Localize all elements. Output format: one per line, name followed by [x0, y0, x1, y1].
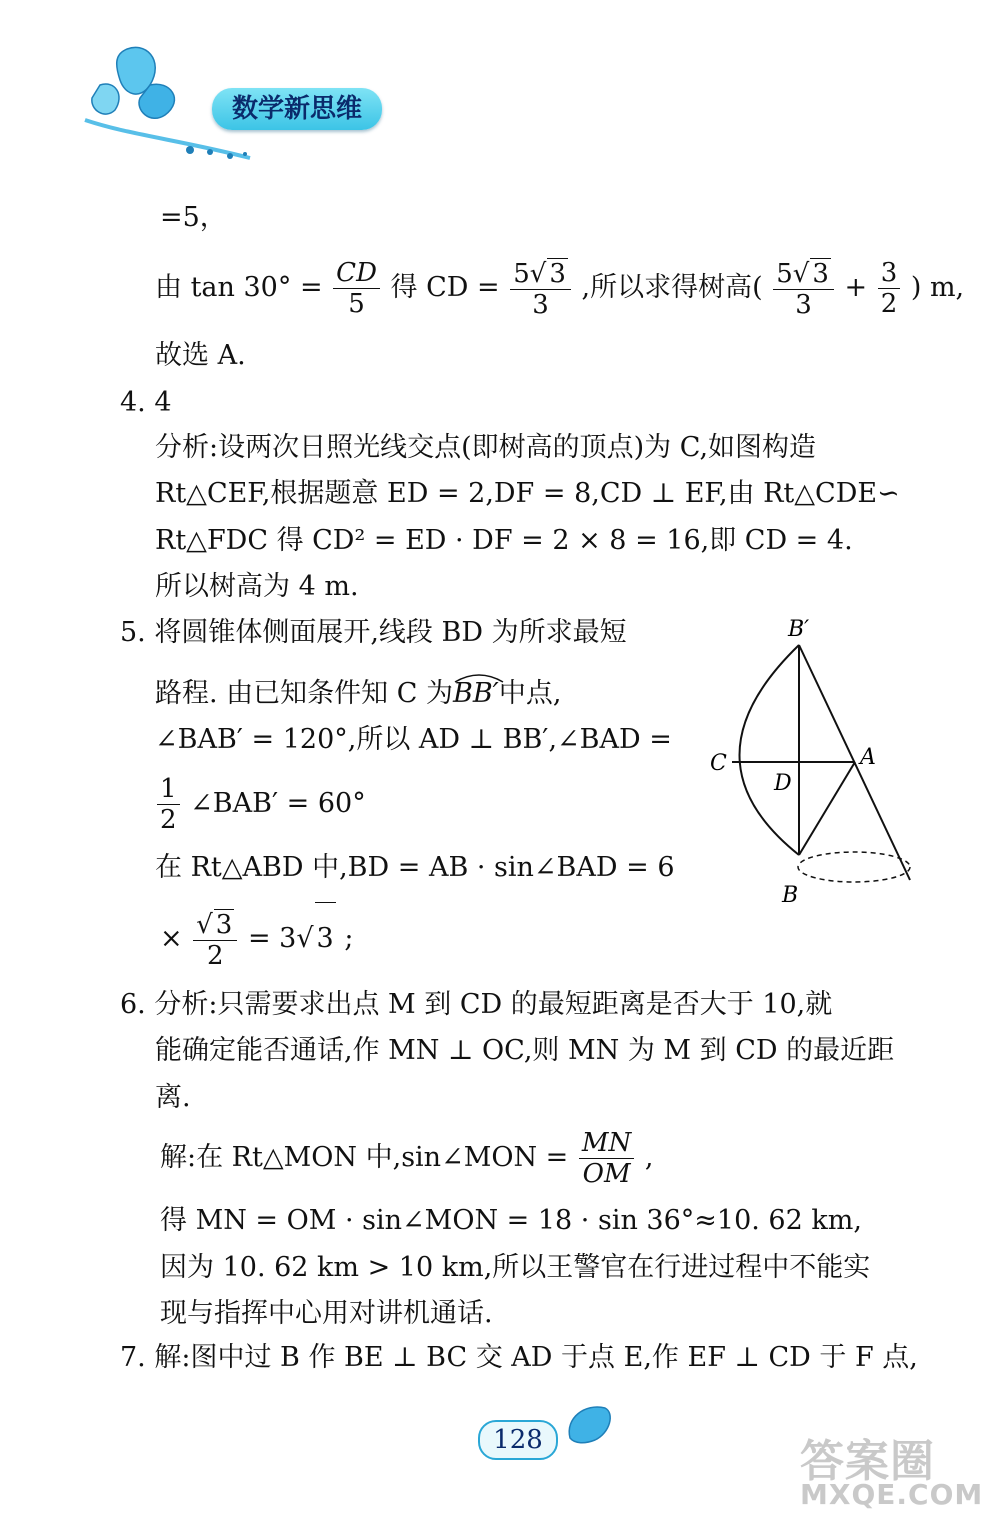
- equation-line: [160, 1122, 653, 1194]
- text-segment: ∠BAB′ = 60°: [190, 788, 366, 819]
- text-segment: 解:在 Rt△MON 中,sin∠MON =: [160, 1142, 569, 1173]
- cone-diagram: [700, 610, 930, 920]
- text-line: 在 Rt△ABD 中,BD = AB · sin∠BAD = 6: [155, 852, 675, 883]
- fraction: [579, 1128, 634, 1189]
- fraction-numerator: CD: [333, 258, 380, 289]
- equation-line: [155, 768, 366, 840]
- text-line: 所以树高为 4 m.: [155, 571, 359, 602]
- text-line: 6. 分析:只需要求出点 M 到 CD 的最短距离是否大于 10,就: [120, 989, 833, 1020]
- equation-line: × $\frac{√ 3}{2}$ = 3√ 3 ;: [160, 902, 353, 975]
- label-b: B: [782, 883, 799, 908]
- text-segment: 由 tan 30° =: [155, 272, 323, 303]
- label-b-prime: B′: [788, 617, 810, 642]
- text-line: Rt△CEF,根据题意 ED = 2,DF = 8,CD ⊥ EF,由 Rt△CDE∽: [155, 478, 900, 509]
- text-segment: ) m,: [910, 272, 965, 303]
- radicand: 3: [812, 258, 829, 289]
- coefficient: 5: [513, 258, 530, 289]
- fraction: [157, 774, 180, 835]
- fraction-denominator: 3: [532, 289, 549, 320]
- text-line: 现与指挥中心用对讲机通话.: [160, 1298, 493, 1329]
- text-segment: ;: [344, 923, 354, 954]
- fraction: [333, 258, 380, 319]
- label-d: D: [774, 771, 792, 796]
- text-segment: = 3: [247, 923, 297, 954]
- text-line: [155, 676, 561, 712]
- text-line: 分析:设两次日照光线交点(即树高的顶点)为 C,如图构造: [155, 432, 817, 463]
- fraction: [878, 258, 901, 319]
- text-segment: ,: [644, 1142, 654, 1173]
- fraction-numerator: MN: [579, 1128, 634, 1159]
- arc-label: [453, 676, 499, 712]
- fraction-denominator: 3: [795, 289, 812, 320]
- text-segment: ,所以求得树高(: [581, 272, 763, 303]
- fraction: [193, 909, 237, 971]
- arc-text: BB′: [453, 678, 499, 709]
- page-number: 128: [478, 1420, 558, 1460]
- fraction-numerator: 5√ 3: [510, 258, 571, 290]
- text-line: =5，: [160, 202, 227, 233]
- fraction-denominator: 2: [160, 805, 177, 835]
- fraction: [773, 258, 834, 320]
- fraction-numerator: 5√ 3: [773, 258, 834, 290]
- fraction-denominator: 2: [880, 289, 898, 319]
- plus-sign: +: [844, 272, 868, 303]
- fraction-numerator: √ 3: [193, 909, 237, 941]
- watermark-url: MXQE.COM: [800, 1478, 984, 1511]
- text-segment: ×: [160, 923, 183, 954]
- question-number: 4. 4: [120, 387, 172, 418]
- text-line: 7. 解:图中过 B 作 BE ⊥ BC 交 AD 于点 E,作 EF ⊥ CD 于 F 点,: [120, 1342, 918, 1373]
- header-title: 数学新思维: [212, 88, 382, 130]
- text-line: ∠BAB′ = 120°,所以 AD ⊥ BB′,∠BAD =: [155, 724, 672, 755]
- text-line: 得 MN = OM · sin∠MON = 18 · sin 36°≈10. 62 km,: [160, 1205, 862, 1236]
- fraction-numerator: 1: [157, 774, 180, 805]
- text-line: 5. 将圆锥体侧面展开,线段 BD 为所求最短: [120, 617, 627, 648]
- fraction: [510, 258, 571, 320]
- text-segment: 中点,: [498, 678, 562, 709]
- text-line: 故选 A.: [155, 340, 246, 371]
- coefficient: 5: [776, 258, 793, 289]
- label-c: C: [710, 751, 727, 776]
- fraction-denominator: 2: [207, 940, 224, 971]
- equation-line: [155, 252, 964, 324]
- text-segment: 得 CD =: [390, 272, 500, 303]
- text-line: 能确定能否通话,作 MN ⊥ OC,则 MN 为 M 到 CD 的最近距: [155, 1035, 895, 1066]
- text-line: 因为 10. 62 km > 10 km,所以王警官在行进过程中不能实: [160, 1252, 871, 1283]
- fraction-denominator: OM: [582, 1159, 631, 1189]
- fraction-numerator: 3: [878, 258, 901, 289]
- radicand: 3: [315, 902, 336, 975]
- radicand: 3: [215, 909, 233, 940]
- footer-leaf-icon: [560, 1398, 620, 1448]
- radicand: 3: [549, 258, 566, 289]
- text-line: Rt△FDC 得 CD² = ED · DF = 2 × 8 = 16,即 CD = 4.: [155, 525, 853, 556]
- fraction-denominator: 5: [348, 289, 365, 319]
- watermark-logo-text: 答案圈: [800, 1436, 935, 1487]
- text-line: 离.: [155, 1082, 191, 1113]
- text-segment: 路程. 由已知条件知 C 为: [155, 678, 453, 709]
- label-a: A: [860, 745, 876, 770]
